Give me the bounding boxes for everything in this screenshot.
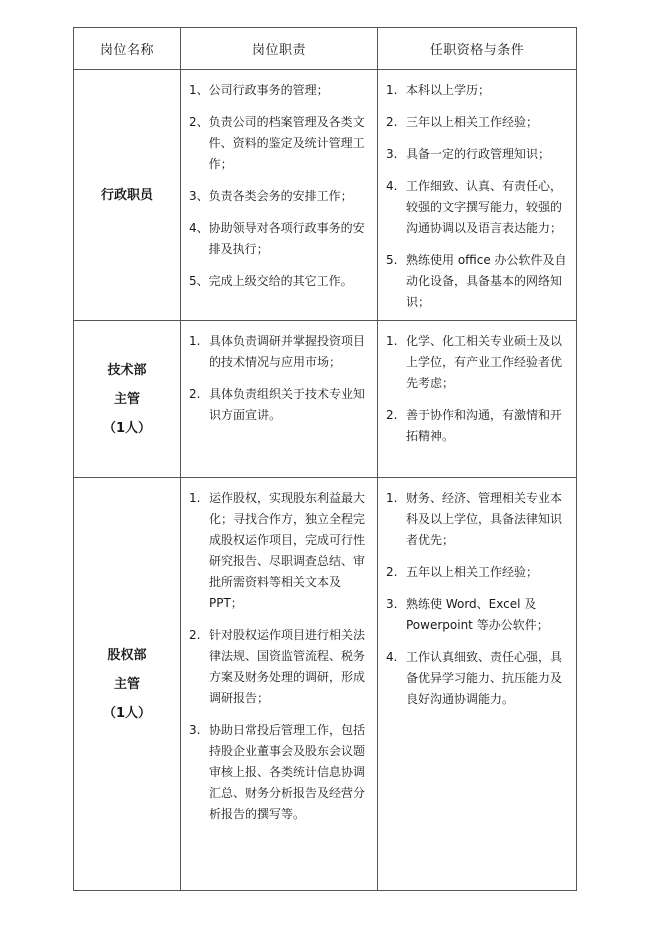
duty-item [189,384,371,426]
job-table [73,27,577,891]
item-number: 1. [386,491,398,505]
qualification-item [386,562,570,583]
item-text: 五年以上相关工作经验； [406,565,539,579]
header-duties: 岗位职责 [181,28,378,70]
item-text: 协助日常投后管理工作，包括持股企业董事会及股东会议题审核上报、各类统计信息协调汇总、财务分析报告及经营分析报告的撰写等。 [209,723,366,821]
header-position: 岗位名称 [74,28,181,70]
table-header-row [74,28,577,70]
qualification-item [386,250,570,313]
duties-cell [181,321,378,478]
table-row [74,478,577,891]
position-cell [74,478,181,891]
duty-item [189,271,371,292]
item-number: 1. [189,491,201,505]
position-cell [74,321,181,478]
duty-item [189,331,371,373]
duty-item [189,186,371,207]
item-text: 善于协作和沟通，有激情和开拓精神。 [406,408,563,443]
qualification-item [386,594,570,636]
item-number: 5. [386,253,398,267]
item-number: 2. [386,565,398,579]
item-number: 1、 [189,83,209,97]
duties-cell [181,70,378,321]
duty-item [189,488,371,614]
item-number: 2、 [189,115,209,129]
item-text: 针对股权运作项目进行相关法律法规、国资监管流程、税务方案及财务处理的调研，形成调研报告； [209,628,366,705]
position-cell [74,70,181,321]
item-text: 化学、化工相关专业硕士及以上学位，有产业工作经验者优先考虑； [406,334,563,390]
qualification-item [386,176,570,239]
qualification-item [386,331,570,394]
qualification-item [386,488,570,551]
item-text: 具体负责组织关于技术专业知识方面宣讲。 [209,387,366,422]
item-text: 公司行政事务的管理； [208,83,329,97]
item-text: 财务、经济、管理相关专业本科及以上学位，具备法律知识者优先； [406,491,563,547]
item-number: 2. [189,387,201,401]
item-text: 协助领导对各项行政事务的安排及执行； [208,221,365,256]
position-name: 行政职员 [100,187,153,203]
duty-item [189,625,371,709]
qualifications-cell [378,321,577,478]
item-text: 负责各类会务的安排工作； [208,189,353,203]
position-name: 主管 [113,676,140,692]
item-number: 4、 [189,221,209,235]
position-name: 股权部 [107,647,147,663]
qualification-item [386,80,570,101]
qualification-item [386,405,570,447]
duty-item [189,112,371,175]
item-number: 2. [189,628,201,642]
item-text: 具体负责调研并掌握投资项目的技术情况与应用市场； [209,334,366,369]
item-number: 3、 [189,189,209,203]
item-number: 5、 [189,274,209,288]
item-text: 工作认真细致、责任心强，具备优异学习能力、抗压能力及良好沟通协调能力。 [406,650,563,706]
qualification-item [386,112,570,133]
item-number: 4. [386,650,398,664]
position-name: 主管 [113,391,140,407]
item-number: 3. [189,723,201,737]
item-text: 具备一定的行政管理知识； [406,147,551,161]
qualifications-cell [378,478,577,891]
item-number: 1. [189,334,201,348]
duty-item [189,80,371,101]
item-number: 1. [386,83,398,97]
item-text: 完成上级交给的其它工作。 [208,274,353,288]
duty-item [189,218,371,260]
position-name: 技术部 [107,362,147,378]
item-text: 负责公司的档案管理及各类文件、资料的鉴定及统计管理工作； [208,115,365,171]
duties-cell [181,478,378,891]
item-text: 运作股权，实现股东利益最大化；寻找合作方，独立全程完成股权运作项目，完成可行性研究报告、尽职调查总结、审批所需资料等相关文本及 PPT； [209,491,366,610]
item-text: 工作细致、认真、有责任心，较强的文字撰写能力，较强的沟通协调以及语言表达能力； [406,179,563,235]
item-number: 1. [386,334,398,348]
item-text: 三年以上相关工作经验； [406,115,539,129]
qualification-item [386,144,570,165]
item-number: 2. [386,408,398,422]
item-text: 熟练使用 office 办公软件及自动化设备，具备基本的网络知识； [406,253,567,309]
table-row [74,70,577,321]
position-name: （1人） [102,420,152,436]
duty-item [189,720,371,825]
position-name: （1人） [102,705,152,721]
header-qualifications: 任职资格与条件 [378,28,577,70]
qualifications-cell [378,70,577,321]
item-number: 3. [386,597,398,611]
item-text: 本科以上学历； [406,83,491,97]
item-text: 熟练使 Word、Excel 及 Powerpoint 等办公软件； [406,597,549,632]
item-number: 4. [386,179,398,193]
table-row [74,321,577,478]
item-number: 3. [386,147,398,161]
item-number: 2. [386,115,398,129]
qualification-item [386,647,570,710]
